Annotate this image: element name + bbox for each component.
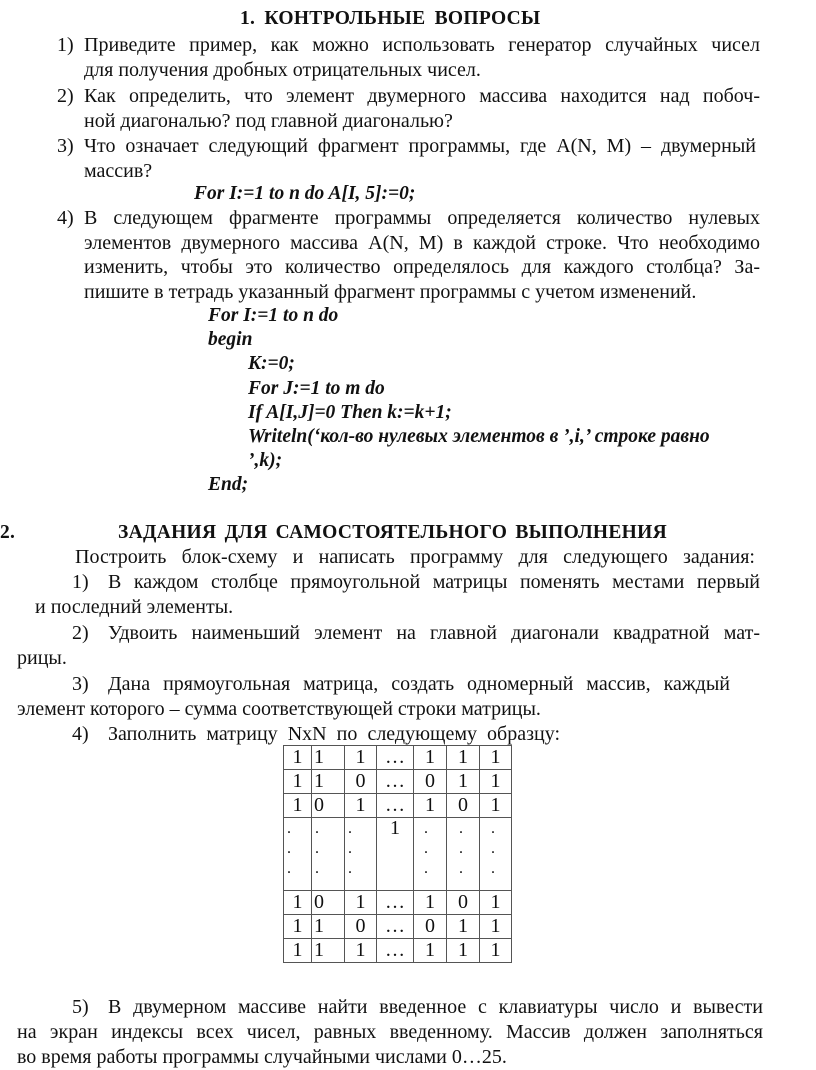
question-4-line-4: пишите в тетрадь указанный фрагмент программы с учетом изменений. — [84, 281, 697, 303]
matrix-cell: 1 — [414, 794, 447, 818]
matrix-cell: 1 — [284, 891, 312, 915]
matrix-row-ellipsis — [284, 818, 512, 891]
question-1-number: 1) — [57, 34, 74, 56]
question-2-line-2: ной диагональю? под главной диагональю? — [84, 110, 453, 132]
sample-matrix-table — [283, 745, 512, 963]
matrix-cell: … — [377, 891, 414, 915]
question-3-number: 3) — [57, 135, 74, 157]
matrix-cell: 1 — [480, 939, 512, 963]
matrix-cell: 1 — [414, 939, 447, 963]
matrix-row — [284, 770, 512, 794]
code-line-5: If A[I,J]=0 Then k:=k+1; — [248, 402, 452, 423]
task-1-line-2: и последний элементы. — [35, 596, 234, 618]
matrix-cell: 1 — [284, 915, 312, 939]
matrix-cell-dots: . . . — [312, 818, 345, 891]
matrix-cell: 0 — [345, 915, 377, 939]
task-3-line-1: Дана прямоугольная матрица, создать одномерный массив, каждый — [108, 673, 730, 695]
question-3-code: For I:=1 to n do A[I, 5]:=0; — [194, 183, 416, 204]
matrix-cell: 1 — [284, 794, 312, 818]
question-4-line-1: В следующем фрагменте программы определяется количество нулевых — [84, 207, 760, 229]
section-2-number: 2. — [0, 522, 16, 543]
matrix-cell: 0 — [414, 915, 447, 939]
matrix-cell: 1 — [480, 746, 512, 770]
matrix-row — [284, 939, 512, 963]
task-4-line-1: Заполнить матрицу NxN по следующему образцу: — [108, 723, 560, 745]
question-3-line-2: массив? — [84, 160, 153, 182]
matrix-cell: 0 — [312, 891, 345, 915]
task-2-number: 2) — [72, 622, 89, 644]
matrix-cell: … — [377, 939, 414, 963]
task-5-line-2: на экран индексы всех чисел, равных введенному. Массив должен заполняться — [17, 1021, 763, 1043]
matrix-cell: 1 — [312, 746, 345, 770]
matrix-cell: 1 — [480, 794, 512, 818]
matrix-cell: 1 — [345, 891, 377, 915]
task-5-line-1: В двумерном массиве найти введенное с клавиатуры число и вывести — [108, 996, 763, 1018]
code-line-1: For I:=1 to n do — [208, 305, 339, 326]
matrix-cell: 1 — [377, 818, 414, 891]
question-1-line-2: для получения дробных отрицательных чисел. — [84, 59, 481, 81]
matrix-cell: 1 — [480, 770, 512, 794]
question-4-line-3: изменить, чтобы это количество определялось для каждого столбца? За- — [84, 256, 760, 278]
matrix-cell: 0 — [345, 770, 377, 794]
section-2-title: ЗАДАНИЯ ДЛЯ САМОСТОЯТЕЛЬНОГО ВЫПОЛНЕНИЯ — [118, 522, 667, 543]
task-5-number: 5) — [72, 996, 89, 1018]
matrix-cell: 1 — [345, 794, 377, 818]
matrix-cell: 1 — [345, 939, 377, 963]
task-4-number: 4) — [72, 723, 89, 745]
question-2-number: 2) — [57, 85, 74, 107]
matrix-cell-dots: . . . — [345, 818, 377, 891]
code-line-6: Writeln(‘кол-во нулевых элементов в ’,i,’ строке равно — [248, 426, 710, 447]
matrix-cell-dots: . . . — [284, 818, 312, 891]
matrix-cell-dots: . . . — [447, 818, 480, 891]
question-2-line-1: Как определить, что элемент двумерного массива находится над побоч- — [84, 85, 760, 107]
question-1-line-1: Приведите пример, как можно использовать генератор случайных чисел — [84, 34, 760, 56]
code-line-3: K:=0; — [248, 353, 295, 374]
question-3-line-1: Что означает следующий фрагмент программы, где A(N, M) – двумерный — [84, 135, 756, 157]
code-line-4: For J:=1 to m do — [248, 378, 385, 399]
question-4-number: 4) — [57, 207, 74, 229]
matrix-cell: 1 — [345, 746, 377, 770]
section-1-title: 1. КОНТРОЛЬНЫЕ ВОПРОСЫ — [240, 8, 541, 29]
section-2-intro: Построить блок-схему и написать программу для следующего задания: — [75, 546, 755, 568]
task-2-line-1: Удвоить наименьший элемент на главной диагонали квадратной мат- — [108, 622, 760, 644]
matrix-row — [284, 891, 512, 915]
matrix-cell: 1 — [312, 770, 345, 794]
matrix-cell: 1 — [480, 915, 512, 939]
matrix-cell: 1 — [312, 915, 345, 939]
matrix-cell: 1 — [447, 915, 480, 939]
matrix-cell: 1 — [447, 939, 480, 963]
matrix-cell-dots: . . . — [480, 818, 512, 891]
task-2-line-2: рицы. — [17, 647, 67, 669]
matrix-cell: 0 — [414, 770, 447, 794]
task-3-line-2: элемент которого – сумма соответствующей строки матрицы. — [17, 698, 541, 720]
task-5-line-3: во время работы программы случайными числами 0…25. — [17, 1046, 507, 1068]
matrix-cell: 1 — [447, 770, 480, 794]
matrix-row — [284, 746, 512, 770]
code-line-2: begin — [208, 329, 253, 350]
matrix-cell: 1 — [414, 891, 447, 915]
matrix-cell: … — [377, 746, 414, 770]
matrix-cell: 1 — [312, 939, 345, 963]
matrix-cell: 0 — [312, 794, 345, 818]
code-line-8: End; — [208, 474, 249, 495]
matrix-cell: … — [377, 915, 414, 939]
matrix-cell: 1 — [284, 746, 312, 770]
matrix-cell: … — [377, 770, 414, 794]
task-1-line-1: В каждом столбце прямоугольной матрицы поменять местами первый — [108, 571, 760, 593]
matrix-cell: 1 — [480, 891, 512, 915]
question-4-line-2: элементов двумерного массива A(N, M) в каждой строке. Что необходимо — [84, 232, 760, 254]
matrix-cell: 0 — [447, 891, 480, 915]
matrix-cell: … — [377, 794, 414, 818]
code-line-7: ’,k); — [248, 450, 283, 471]
task-3-number: 3) — [72, 673, 89, 695]
matrix-cell-dots: . . . — [414, 818, 447, 891]
matrix-row — [284, 915, 512, 939]
matrix-row — [284, 794, 512, 818]
matrix-cell: 1 — [284, 770, 312, 794]
task-1-number: 1) — [72, 571, 89, 593]
matrix-cell: 0 — [447, 794, 480, 818]
matrix-cell: 1 — [447, 746, 480, 770]
matrix-cell: 1 — [414, 746, 447, 770]
matrix-cell: 1 — [284, 939, 312, 963]
